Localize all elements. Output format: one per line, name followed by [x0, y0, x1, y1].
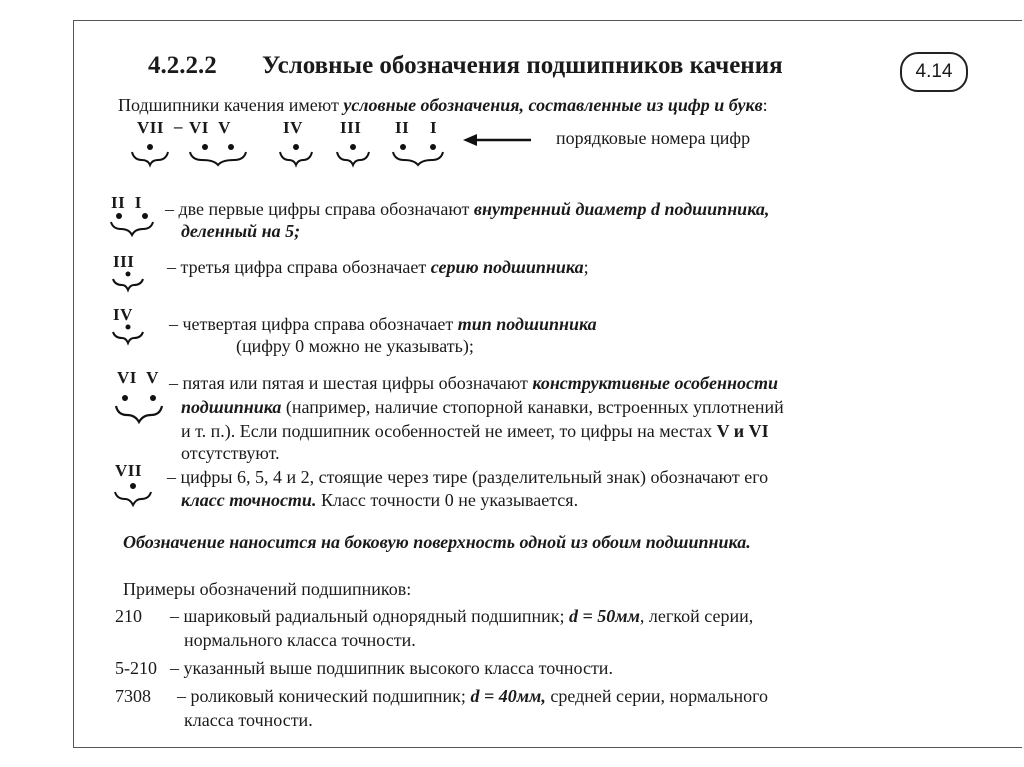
intro-line: [118, 95, 768, 116]
item3-line2: (цифру 0 можно не указывать);: [236, 336, 474, 356]
slide-border-bottom: [73, 747, 1022, 748]
position-dash: –: [174, 117, 183, 136]
brace-vi-v-icon: [188, 140, 248, 166]
item4-emph: конструктивные особенности: [532, 373, 778, 393]
arrow-label: порядковые номера цифр: [556, 128, 751, 148]
item4-tail2: (например, наличие стопорной канавки, встроенных уплотнений: [281, 397, 784, 417]
item2-lead: – третья цифра справа обозначает: [167, 257, 431, 277]
item5-line1: – цифры 6, 5, 4 и 2, стоящие через тире (разделительный знак) обозначают его: [167, 467, 769, 487]
brace-iv-icon: [278, 140, 314, 166]
brace-vii-icon: [130, 140, 170, 166]
item1-emph: внутренний диаметр d подшипника,: [473, 199, 770, 219]
item4-line1: [169, 373, 778, 394]
item4-lead3: и т. п.). Если подшипник особенностей не имеет, то цифры на местах: [181, 421, 717, 441]
example-code-210: 210: [115, 606, 142, 626]
item2-tail: ;: [583, 257, 589, 277]
intro-emphasis: условные обозначения, составленные из цифр и букв: [343, 95, 763, 115]
slide-number-badge: 4.14: [900, 52, 968, 92]
example-code-7308: 7308: [115, 686, 151, 706]
item1-line2: деленный на 5;: [181, 221, 301, 241]
item3-emph: тип подшипника: [457, 314, 597, 334]
brace-ii-i-icon: [391, 140, 445, 166]
item1-line1: [165, 199, 769, 220]
item4-lead: – пятая или пятая и шестая цифры обозначают: [169, 373, 533, 393]
brace-item-iii-icon: [111, 268, 145, 292]
item-marker-iii: III: [113, 252, 135, 271]
position-i: I: [430, 118, 438, 137]
item4-bold3: V и VI: [716, 421, 769, 441]
item-marker-ii-i: II I: [111, 193, 142, 212]
example2-line1: – указанный выше подшипник высокого класса точности.: [170, 658, 613, 678]
page-title: Условные обозначения подшипников качения: [262, 52, 783, 79]
section-number: 4.2.2.2: [148, 52, 217, 79]
brace-item-ii-i-icon: [109, 210, 155, 236]
example1-line1: [170, 606, 753, 627]
item4-line2: [181, 397, 784, 418]
item4-line3: [181, 421, 769, 442]
example3-line2: класса точности.: [184, 710, 313, 730]
item5-emph: класс точности.: [181, 490, 317, 510]
item3-line1: [169, 314, 597, 335]
brace-iii-icon: [335, 140, 371, 166]
item5-tail: Класс точности 0 не указывается.: [316, 490, 579, 510]
item4-line4: отсутствуют.: [181, 443, 280, 463]
position-iii: III: [340, 118, 362, 137]
position-vi-v: VI V: [189, 118, 231, 137]
example1-tail: , легкой серии,: [639, 606, 754, 626]
example1-line2: нормального класса точности.: [184, 630, 416, 650]
example3-tail: средней серии, нормального: [545, 686, 769, 706]
item4-emph2: подшипника: [181, 397, 282, 417]
item5-line2: [181, 490, 578, 511]
example3-bold: d = 40мм,: [470, 686, 546, 706]
slide-border-top: [73, 20, 1022, 21]
item2-line1: [167, 257, 589, 278]
arrow-left-icon: [463, 132, 533, 148]
brace-item-iv-icon: [111, 321, 145, 345]
item1-lead: – две первые цифры справа обозначают: [165, 199, 474, 219]
example1-lead: – шариковый радиальный однорядный подшипник;: [170, 606, 569, 626]
item2-emph: серию подшипника: [430, 257, 584, 277]
note-line: Обозначение наносится на боковую поверхность одной из обоим подшипника.: [123, 532, 751, 552]
position-iv: IV: [283, 118, 303, 137]
intro-lead: Подшипники качения имеют: [118, 95, 344, 115]
example3-line1: [177, 686, 768, 707]
intro-tail: :: [762, 95, 768, 115]
examples-heading: Примеры обозначений подшипников:: [123, 579, 412, 599]
brace-item-vi-v-icon: [113, 384, 165, 424]
slide-border-left: [73, 20, 74, 748]
example-code-5-210: 5-210: [115, 658, 157, 678]
example3-lead: – роликовый конический подшипник;: [177, 686, 471, 706]
item-marker-iv: IV: [113, 305, 133, 324]
example1-bold: d = 50мм: [569, 606, 640, 626]
item-marker-vii: VII: [115, 461, 143, 480]
brace-item-vii-icon: [113, 478, 153, 506]
position-vii: VII: [137, 118, 165, 137]
item3-lead: – четвертая цифра справа обозначает: [169, 314, 458, 334]
item-marker-vi-v: VI V: [117, 368, 159, 387]
position-ii: II: [395, 118, 410, 137]
